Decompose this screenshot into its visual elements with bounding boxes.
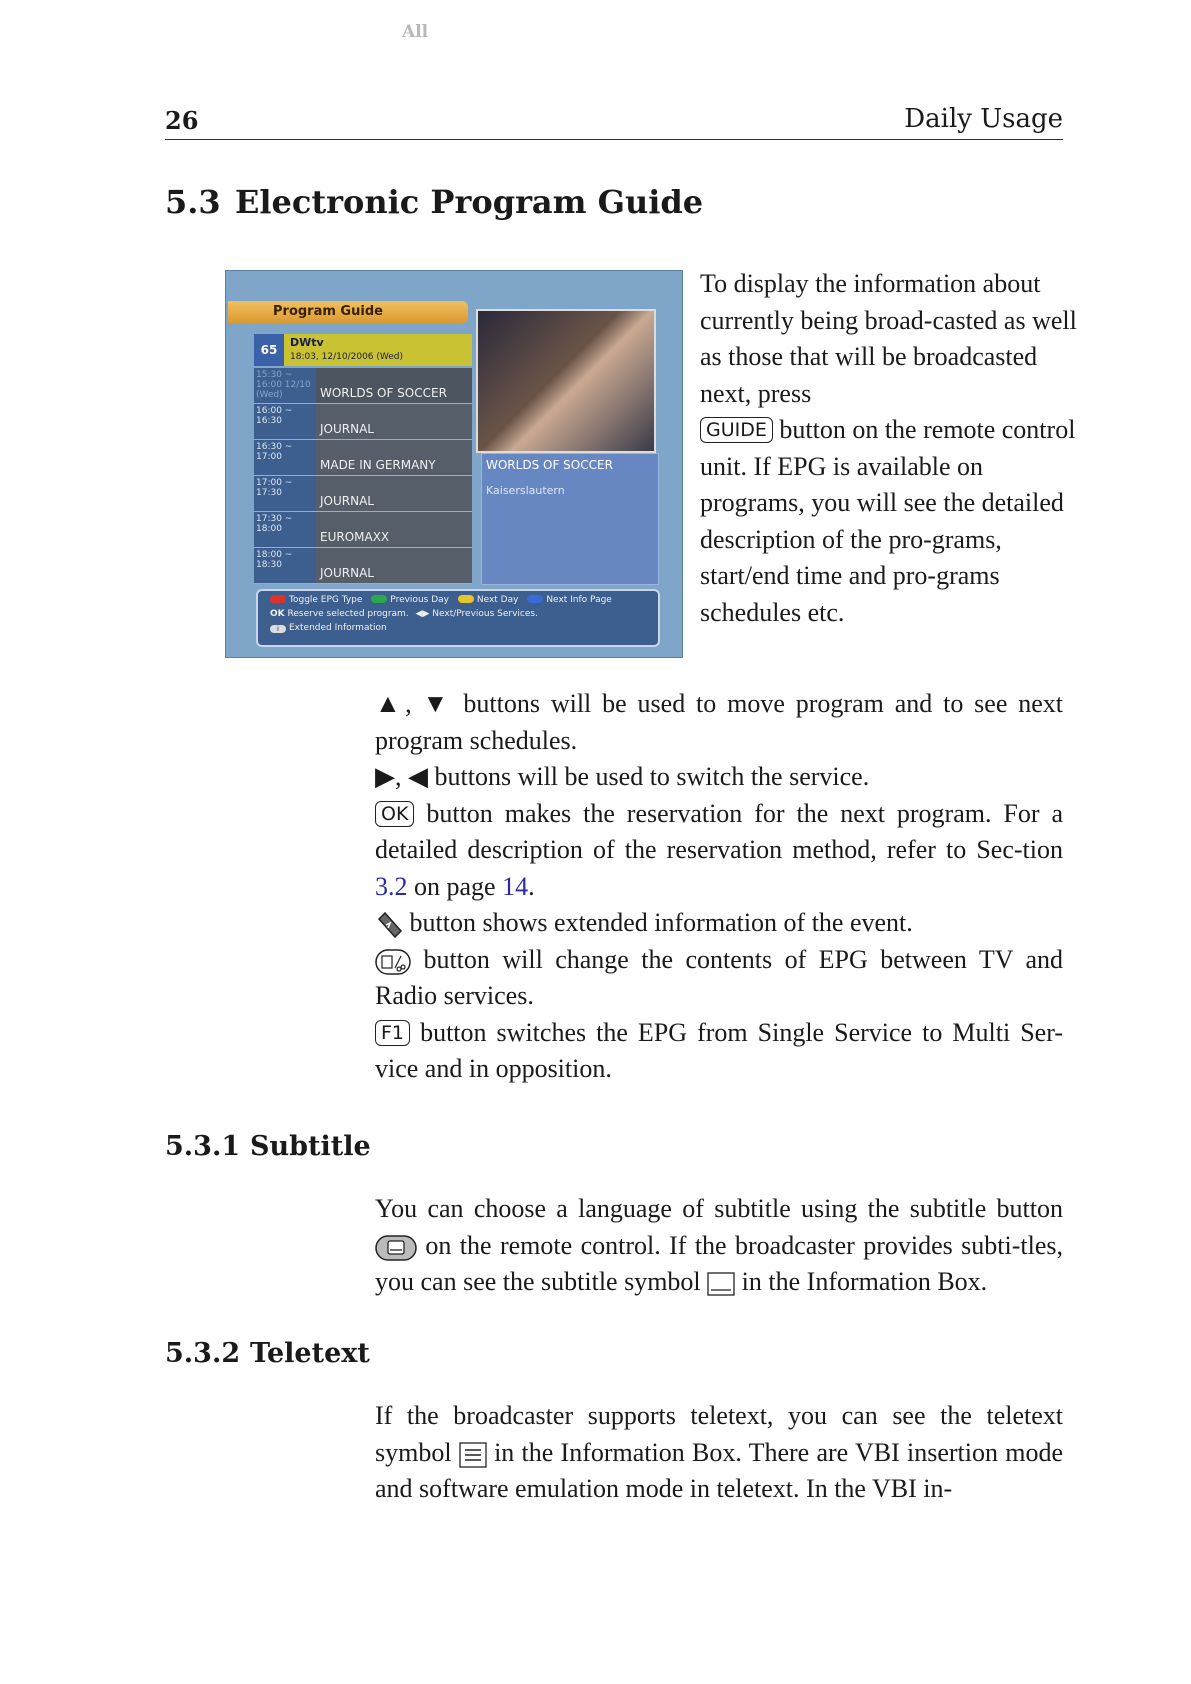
epg-row-program: MADE IN GERMANY: [316, 440, 472, 475]
left-right-icon: ◀▶: [415, 609, 430, 619]
epg-schedule-list: [254, 368, 472, 584]
yellow-key-icon: [458, 595, 474, 603]
subtitle-paragraph: You can choose a language of subtitle using the subtitle button on the remote control. If the broadcaster provides subti-tles, you can see the subtitle symbol in the Information Box.: [375, 1194, 1063, 1296]
red-key-icon: [270, 595, 286, 603]
epg-info-title: WORLDS OF SOCCER: [486, 458, 613, 472]
epg-channel-bar: [254, 334, 472, 366]
section-link[interactable]: 3.2: [375, 871, 408, 901]
section-title: Electronic Program Guide: [235, 183, 704, 221]
info-button-icon: [375, 911, 403, 939]
updown-paragraph: ▲, ▼ buttons will be used to move program and to see next program schedules.: [375, 689, 1063, 755]
subtitle-symbol-icon: [707, 1271, 735, 1297]
epg-row-program: JOURNAL: [316, 404, 472, 439]
epg-row-time: 15:30 ~ 16:00 12/10 (Wed): [256, 370, 311, 400]
subsection-heading-teletext: 5.3.2 Teletext: [165, 1338, 370, 1369]
epg-video-preview: [476, 309, 656, 453]
watermark: All: [402, 22, 429, 42]
leftright-paragraph: ▶, ◀ buttons will be used to switch the service.: [375, 762, 870, 791]
header-rule: [165, 139, 1063, 140]
running-title: Daily Usage: [904, 104, 1063, 134]
section-number: 5.3: [165, 183, 221, 221]
info-key-icon: i: [270, 625, 286, 633]
epg-title: Program Guide: [228, 301, 468, 323]
epg-help-line-1: Toggle EPG Type Previous Day Next Day Next Info Page: [270, 595, 612, 605]
epg-channel-name: DWtv: [290, 336, 324, 349]
epg-row-time: 17:00 ~ 17:30: [256, 478, 293, 498]
epg-screenshot: [225, 270, 683, 658]
info-paragraph: button shows extended information of the event.: [375, 905, 1063, 942]
ok-paragraph: OK button makes the reservation for the next program. For a detailed description of the reservation method, refer to Sec-tion 3.2 on page 14.: [375, 798, 1063, 901]
epg-help-line-2: OK Reserve selected program. ◀▶ Next/Previous Services.: [270, 609, 538, 619]
up-down-arrows-icon: ▲, ▼: [375, 689, 453, 718]
epg-buttons-description: [375, 686, 1063, 1088]
epg-info-panel: [481, 453, 659, 585]
subsection-heading-subtitle: 5.3.1 Subtitle: [165, 1131, 371, 1162]
page-link[interactable]: 14: [502, 871, 529, 901]
epg-row-time: 16:00 ~ 16:30: [256, 406, 293, 426]
page-number: 26: [165, 106, 199, 135]
epg-row-program: WORLDS OF SOCCER: [316, 368, 472, 403]
epg-row-time: 18:00 ~ 18:30: [256, 550, 293, 570]
section-heading: [165, 183, 703, 221]
blue-key-icon: [527, 595, 543, 603]
epg-row: [254, 548, 472, 584]
epg-info-subtitle: Kaiserslautern: [486, 484, 565, 497]
epg-row-time: 16:30 ~ 17:00: [256, 442, 293, 462]
epg-help-bar: [256, 589, 660, 647]
green-key-icon: [371, 595, 387, 603]
epg-row-program: JOURNAL: [316, 548, 472, 583]
tv-radio-button-icon: [375, 949, 411, 975]
epg-row-program: JOURNAL: [316, 476, 472, 511]
right-left-arrows-icon: ▶, ◀: [375, 762, 428, 791]
teletext-paragraph: If the broadcaster supports teletext, you can see the teletext symbol in the Information Box. There are VBI insertion mode and software emulation mode in teletext. In the VBI in-: [375, 1401, 1064, 1503]
subtitle-button-icon: [375, 1235, 417, 1261]
epg-row: [254, 404, 472, 440]
epg-row: [254, 512, 472, 548]
epg-help-line-3: i Extended Information: [270, 623, 387, 633]
epg-row-program: EUROMAXX: [316, 512, 472, 547]
f1-paragraph: F1 button switches the EPG from Single Service to Multi Ser-vice and in opposition.: [375, 1017, 1064, 1083]
epg-channel-datetime: 18:03, 12/10/2006 (Wed): [290, 352, 404, 362]
epg-row-time: 17:30 ~ 18:00: [256, 514, 293, 534]
ok-key: OK: [375, 801, 414, 827]
tvradio-paragraph: button will change the contents of EPG between TV and Radio services.: [375, 944, 1063, 1010]
guide-key: GUIDE: [700, 417, 773, 443]
f1-key: F1: [375, 1020, 410, 1046]
epg-row: [254, 440, 472, 476]
epg-channel-number: 65: [254, 334, 284, 366]
side-paragraph: To display the information about currently being broad-casted as well as those that will be broadcasted next, press GUIDE button on the remote control unit. If EPG is available on programs, you will see the detailed description of the pro-grams, start/end time and pro-grams schedules etc.: [700, 269, 1077, 627]
epg-row: [254, 476, 472, 512]
teletext-symbol-icon: [459, 1441, 487, 1469]
epg-row: [254, 368, 472, 404]
